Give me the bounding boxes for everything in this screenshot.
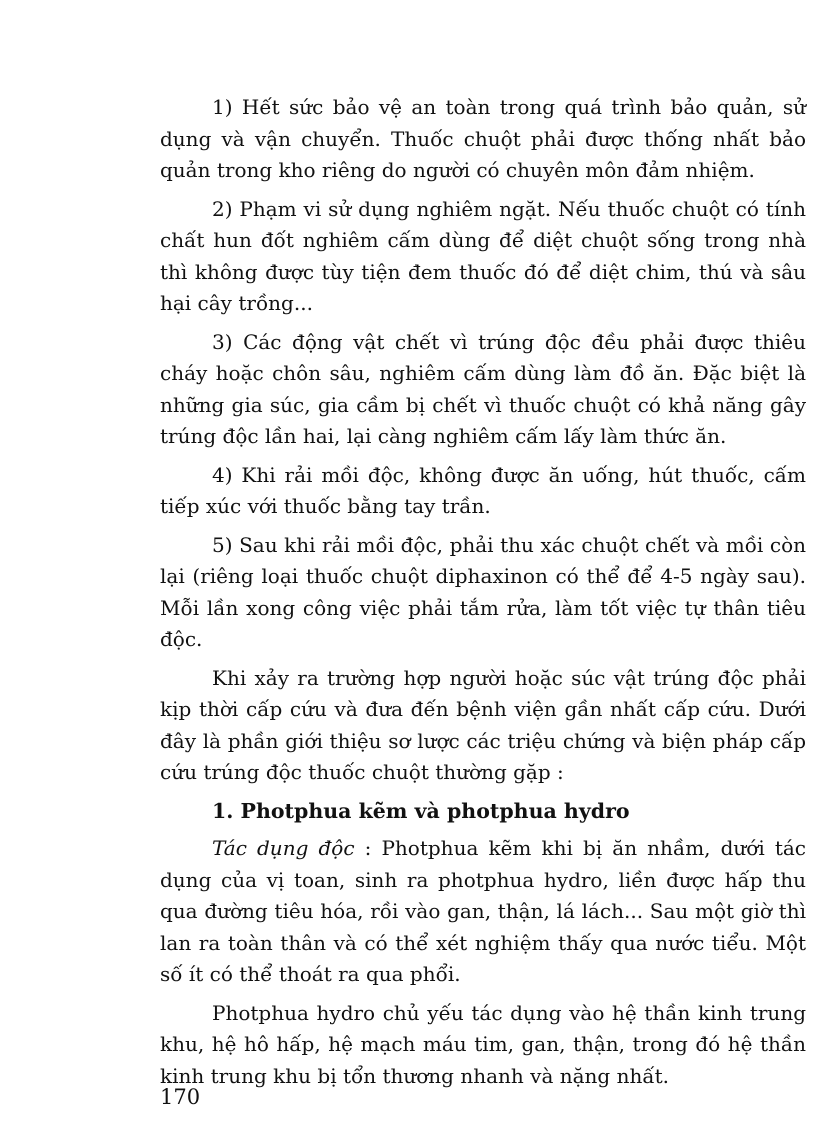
paragraph-rule-3: 3) Các động vật chết vì trúng độc đều phải được thiêu cháy hoặc chôn sâu, nghiêm cấm dùng làm đồ ăn. Đặc biệt là những gia súc, gia cầm bị chết vì thuốc chuột có khả năng gây trúng độc lần hai, lại càng nghiêm cấm lấy làm thức ăn. bbox=[160, 329, 806, 448]
section-heading: 1. Photphua kẽm và photphua hydro bbox=[212, 798, 630, 823]
paragraph-rule-5: 5) Sau khi rải mồi độc, phải thu xác chuột chết và mồi còn lại (riêng loại thuốc chuột diphaxinon có thể để 4-5 ngày sau). Mỗi lần xong công việc phải tắm rửa, làm tốt việc tự thân tiêu độc. bbox=[160, 532, 806, 651]
toxic-effect-lead: Tác dụng độc bbox=[212, 836, 355, 860]
page-body bbox=[160, 92, 806, 1099]
paragraph-rule-2: 2) Phạm vi sử dụng nghiêm ngặt. Nếu thuốc chuột có tính chất hun đốt nghiêm cấm dùng để diệt chuột sống trong nhà thì không được tùy tiện đem thuốc đó để diệt chim, thú và sâu hại cây trồng... bbox=[160, 196, 806, 315]
paragraph-intro: Khi xảy ra trường hợp người hoặc súc vật trúng độc phải kịp thời cấp cứu và đưa đến bệnh viện gần nhất cấp cứu. Dưới đây là phần giới thiệu sơ lược các triệu chứng và biện pháp cấp cứu trúng độc thuốc chuột thường gặp : bbox=[160, 665, 806, 784]
paragraph-rule-1: 1) Hết sức bảo vệ an toàn trong quá trình bảo quản, sử dụng và vận chuyển. Thuốc chuột phải được thống nhất bảo quản trong kho riêng do người có chuyên môn đảm nhiệm. bbox=[160, 95, 806, 182]
page-number: 170 bbox=[160, 1085, 201, 1109]
paragraph-toxic-effect bbox=[160, 833, 806, 991]
paragraph-rule-4: 4) Khi rải mồi độc, không được ăn uống, hút thuốc, cấm tiếp xúc với thuốc bằng tay trần. bbox=[160, 462, 806, 518]
toxic-effect-text: : Photphua kẽm khi bị ăn nhầm, dưới tác dụng của vị toan, sinh ra photphua hydro, liền được hấp thu qua đường tiêu hóa, rồi vào gan, thận, lá lách... Sau một giờ thì lan ra toàn thân và có thể xét nghiệm thấy qua nước tiểu. Một số ít có thể thoát ra qua phổi. bbox=[160, 836, 806, 986]
paragraph-hydro-effect: Photphua hydro chủ yếu tác dụng vào hệ thần kinh trung khu, hệ hô hấp, hệ mạch máu tim, gan, thận, trong đó hệ thần kinh trung khu bị tổn thương nhanh và nặng nhất. bbox=[160, 1000, 806, 1088]
